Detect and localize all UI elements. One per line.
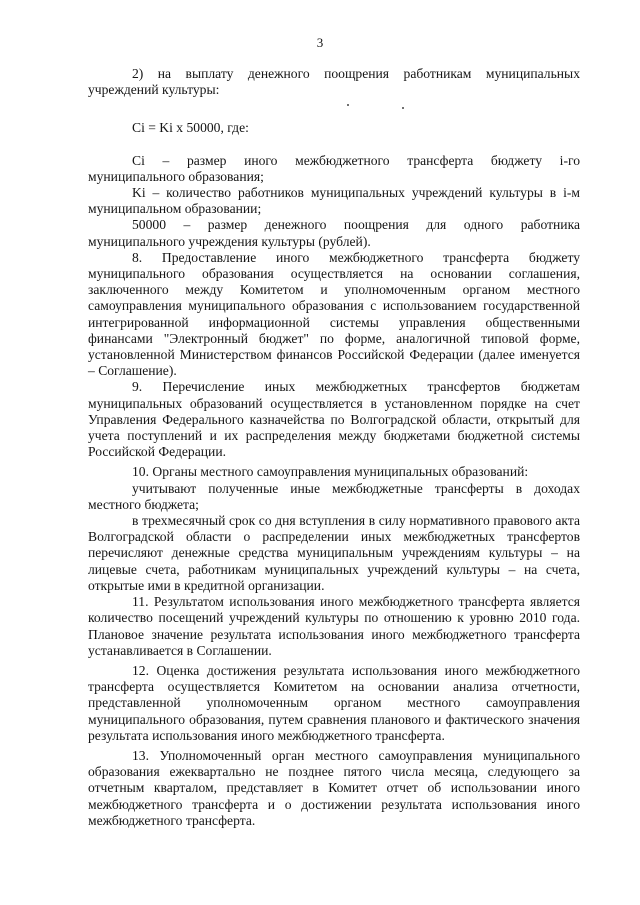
definition-50000: 50000 – размер денежного поощрения для одного работника муниципального учреждения культуры (рублей). — [88, 217, 580, 249]
paragraph-2-payment: 2) на выплату денежного поощрения работникам муниципальных учреждений культуры: — [88, 66, 580, 98]
paragraph-10-item-1: учитывают полученные иные межбюджетные трансферты в доходах местного бюджета; — [88, 480, 580, 512]
paragraph-10: 10. Органы местного самоуправления муниципальных образований: — [132, 464, 529, 480]
paragraph-8: 8. Предоставление иного межбюджетного трансферта бюджету муниципального образования осуществляется на основании соглашения, заключенного между Комитетом и уполномоченным органом местного самоуправления муниципального образования с использованием государственной интегрированной информационной системы управления общественными финансами "Электронный бюджет" по форме, аналогичной типовой форме, установленной Министерством финансов Российской Федерации (далее именуется – Соглашение). — [88, 249, 580, 379]
definition-ki: Ki – количество работников муниципальных учреждений культуры в i-м муниципальном образовании; — [88, 185, 580, 217]
paragraph-12: 12. Оценка достижения результата использования иного межбюджетного трансферта осуществляется Комитетом на основании анализа отчетности, представленной уполномоченным органом местного самоуправления муниципального образования, путем сравнения планового и фактического значения результата использования иного межбюджетного трансферта. — [88, 662, 580, 743]
definition-ci: Ci – размер иного межбюджетного трансферта бюджету i-го муниципального образования; — [88, 152, 580, 184]
paragraph-10-item-2: в трехмесячный срок со дня вступления в силу нормативного правового акта Волгоградской области о распределении иных межбюджетных трансфертов перечисляют денежные средства муниципальным учреждениям культуры – на лицевые счета, работникам муниципальных учреждений культуры – на счета, открытые ими в кредитной организации. — [88, 513, 580, 593]
formula: Ci = Ki х 50000, где: — [132, 120, 249, 136]
paragraph-9: 9. Перечисление иных межбюджетных трансфертов бюджетам муниципальных образований осуществляется в установленном порядке на счет Управления Федерального казначейства по Волгоградской области, открытый для учета поступлений и их распределения между бюджетами бюджетной системы Российской Федерации. — [88, 379, 580, 460]
page-number: 3 — [316, 35, 324, 50]
paragraph-11: 11. Результатом использования иного межбюджетного трансферта является количество посещений учреждений культуры по отношению к уровню 2010 года. Плановое значение результата использования иного межбюджетного трансферта устанавливается в Соглашении. — [88, 594, 580, 658]
document-body — [88, 66, 580, 829]
paragraph-13: 13. Уполномоченный орган местного самоуправления муниципального образования ежеквартально не позднее пятого числа месяца, следующего за отчетным кварталом, представляет в Комитет отчет об использовании иного межбюджетного трансферта и о достижении результата использования иного межбюджетного трансферта. — [88, 747, 580, 828]
